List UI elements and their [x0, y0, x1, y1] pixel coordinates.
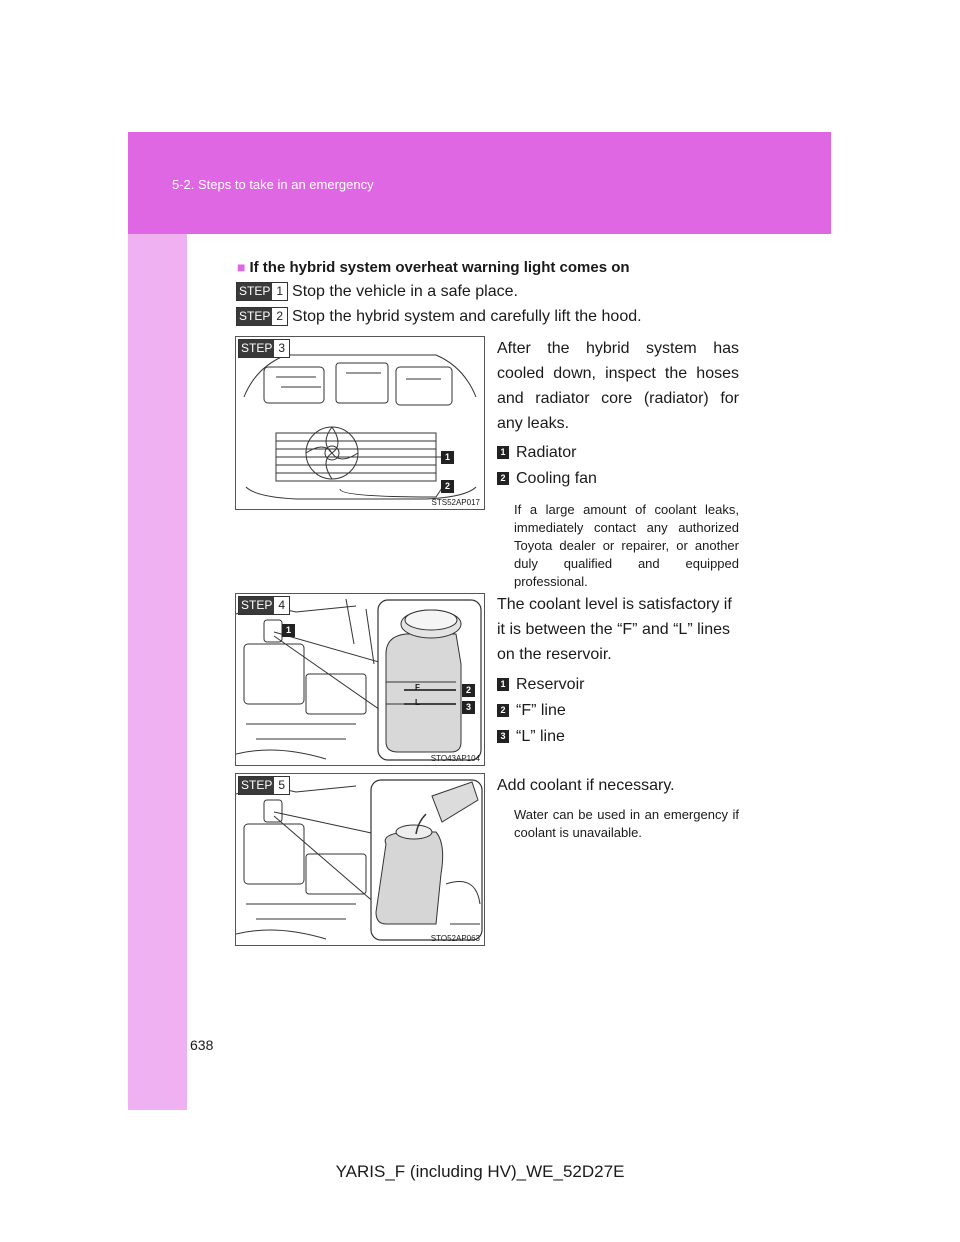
step-word: STEP: [241, 341, 273, 355]
step-text: Add coolant if necessary.: [497, 777, 675, 794]
figure-code: STO52AP063: [430, 934, 480, 943]
callout-cooling-fan: 2: [441, 480, 454, 493]
figure-code: STS52AP017: [431, 498, 480, 507]
callout-radiator: 1: [441, 451, 454, 464]
number-badge: 1: [497, 446, 509, 459]
legend-label: Radiator: [516, 444, 577, 461]
step-number: 1: [272, 283, 287, 300]
step-number: 2: [272, 308, 287, 325]
legend-label: Cooling fan: [516, 470, 597, 487]
note-text: Water can be used in an emergency if coolant is unavailable.: [514, 807, 739, 840]
step-1: [236, 282, 518, 301]
figure-reservoir: [235, 593, 485, 766]
step-badge: [236, 282, 288, 301]
legend-label: Reservoir: [516, 676, 585, 693]
step-text: After the hybrid system has cooled down, inspect the hoses and radiator core (radiator) for any leaks.: [497, 340, 739, 432]
figure-engine-bay: [235, 336, 485, 510]
step-badge: [238, 339, 290, 358]
step-word: STEP: [241, 598, 273, 612]
note-text: If a large amount of coolant leaks, immediately contact any authorized Toyota dealer or repairer, or another duly qualified and equipped professional.: [514, 502, 739, 589]
step-word: STEP: [239, 309, 271, 323]
f-mark: F: [415, 683, 420, 692]
step-number: 5: [274, 777, 289, 794]
step-text: Stop the vehicle in a safe place.: [292, 282, 518, 300]
callout-reservoir: 1: [282, 624, 295, 637]
legend-item-cooling-fan: [497, 466, 739, 491]
step-number: 3: [274, 340, 289, 357]
step-badge: [238, 596, 290, 615]
reservoir-illustration: [236, 594, 484, 765]
number-badge: 3: [497, 730, 509, 743]
square-bullet-icon: ■: [237, 259, 246, 275]
add-coolant-illustration: [236, 774, 484, 945]
legend-item-l-line: [497, 724, 739, 749]
legend-label: “L” line: [516, 728, 565, 745]
step-word: STEP: [239, 284, 271, 298]
section-heading: [237, 259, 630, 276]
step-badge: [236, 307, 288, 326]
number-badge: 2: [497, 704, 509, 717]
breadcrumb: 5-2. Steps to take in an emergency: [172, 177, 374, 192]
number-badge: 1: [497, 678, 509, 691]
callout-f-line: 2: [462, 684, 475, 697]
figure-code: STO43AP104: [430, 754, 480, 763]
step-4-text-column: [497, 592, 739, 749]
step-badge: [238, 776, 290, 795]
legend-label: “F” line: [516, 702, 566, 719]
legend-item-reservoir: [497, 672, 739, 697]
l-mark: L: [415, 698, 420, 707]
callout-l-line: 3: [462, 701, 475, 714]
page-number: 638: [190, 1037, 214, 1053]
legend-item-f-line: [497, 698, 739, 723]
step-3-text-column: [497, 336, 739, 591]
step-5-text-column: [497, 773, 739, 842]
step-text: The coolant level is satisfactory if it is between the “F” and “L” lines on the reservoir.: [497, 596, 732, 663]
number-badge: 2: [497, 472, 509, 485]
footer-document-id: YARIS_F (including HV)_WE_52D27E: [335, 1162, 625, 1181]
figure-add-coolant: [235, 773, 485, 946]
side-band: [128, 234, 187, 1110]
step-number: 4: [274, 597, 289, 614]
section-heading-text: If the hybrid system overheat warning light comes on: [249, 259, 630, 276]
step-2: [236, 307, 642, 326]
legend-item-radiator: [497, 440, 739, 465]
step-text: Stop the hybrid system and carefully lift the hood.: [292, 307, 642, 325]
step-word: STEP: [241, 778, 273, 792]
